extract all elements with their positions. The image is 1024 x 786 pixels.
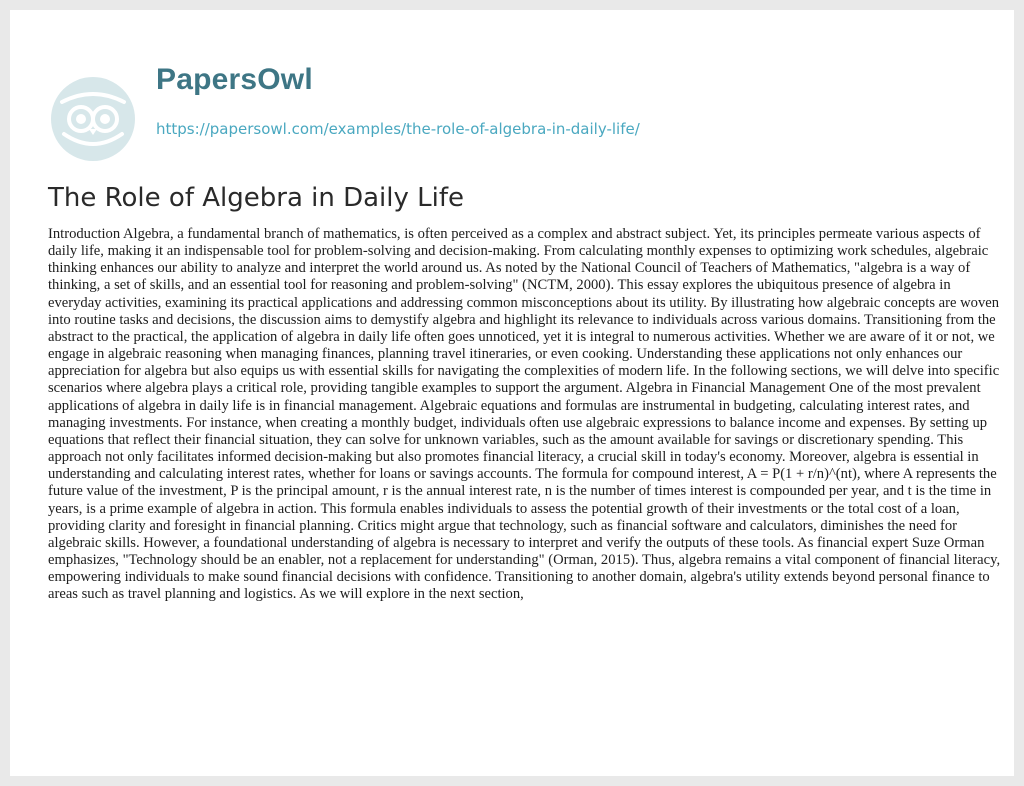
document-page bbox=[10, 10, 1014, 776]
owl-logo-icon bbox=[48, 74, 138, 164]
site-header bbox=[48, 40, 948, 150]
source-url-link[interactable]: https://papersowl.com/examples/the-role-of-algebra-in-daily-life/ bbox=[156, 120, 640, 138]
article-body: Introduction Algebra, a fundamental branch of mathematics, is often perceived as a complex and abstract subject. Yet, its principles permeate various aspects of daily life, making it an indispensable tool for problem-solving and decision-making. From calculating monthly expenses to optimizing work schedules, algebraic thinking enhances our ability to analyze and interpret the world around us. As noted by the National Council of Teachers of Mathematics, "algebra is a way of thinking, a set of skills, and an essential tool for reasoning and problem-solving" (NCTM, 2000). This essay explores the ubiquitous presence of algebra in everyday activities, examining its practical applications and addressing common misconceptions about its utility. By illustrating how algebraic concepts are woven into routine tasks and decisions, the discussion aims to demystify algebra and highlight its relevance to individuals across various domains. Transitioning from the abstract to the practical, the application of algebra in daily life often goes unnoticed, yet it is integral to numerous activities. Whether we are aware of it or not, we engage in algebraic reasoning when managing finances, planning travel itineraries, or even cooking. Understanding these applications not only enhances our appreciation for algebra but also equips us with essential skills for navigating the complexities of modern life. In the following sections, we will delve into specific scenarios where algebra plays a critical role, providing tangible examples to support the argument. Algebra in Financial Management One of the most prevalent applications of algebra in daily life is in financial management. Algebraic equations and formulas are instrumental in budgeting, calculating interest rates, and managing investments. For instance, when creating a monthly budget, individuals often use algebraic expressions to balance income and expenses. By setting up equations that reflect their financial situation, they can solve for unknown variables, such as the amount available for savings or discretionary spending. This approach not only facilitates informed decision-making but also promotes financial literacy, a crucial skill in today's economy. Moreover, algebra is essential in understanding and calculating interest rates, whether for loans or savings accounts. The formula for compound interest, A = P(1 + r/n)^(nt), where A represents the future value of the investment, P is the principal amount, r is the annual interest rate, n is the number of times interest is compounded per year, and t is the time in years, is a prime example of algebra in action. This formula enables individuals to assess the potential growth of their investments or the total cost of a loan, providing clarity and foresight in financial planning. Critics might argue that technology, such as financial software and calculators, diminishes the need for algebraic skills. However, a foundational understanding of algebra is necessary to interpret and verify the outputs of these tools. As financial expert Suze Orman emphasizes, "Technology should be an enabler, not a replacement for understanding" (Orman, 2015). Thus, algebra remains a vital component of financial literacy, empowering individuals to make sound financial decisions with confidence. Transitioning to another domain, algebra's utility extends beyond personal finance to areas such as travel planning and logistics. As we will explore in the next section, bbox=[48, 226, 1001, 603]
brand-name[interactable]: PapersOwl bbox=[156, 63, 313, 96]
article-title: The Role of Algebra in Daily Life bbox=[48, 183, 465, 213]
